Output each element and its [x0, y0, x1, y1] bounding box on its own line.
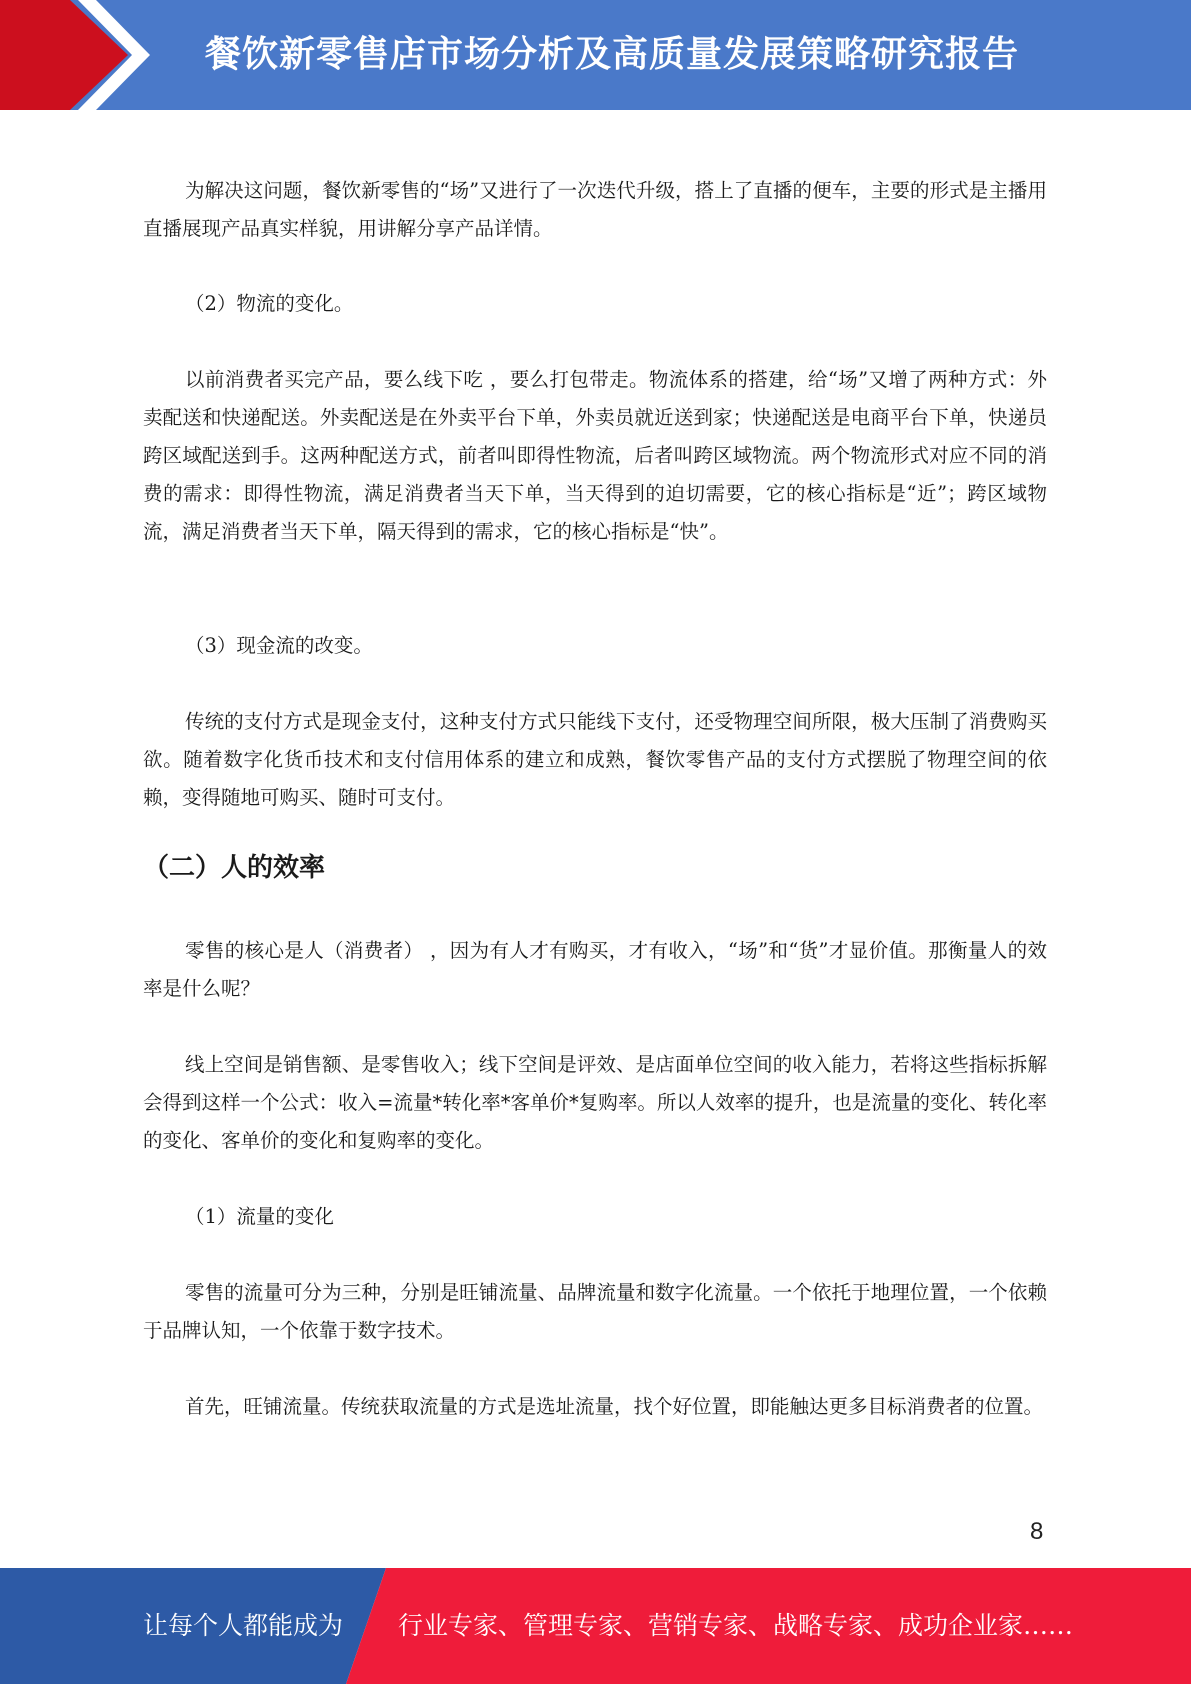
paragraph-payment: 传统的支付方式是现金支付，这种支付方式只能线下支付，还受物理空间所限，极大压制了消费购买欲。随着数字化货币技术和支付信用体系的建立和成熟，餐饮零售产品的支付方式摆脱了物理空间的依赖，变得随地可购买、随时可支付。 [143, 710, 1047, 809]
subheading-cashflow: （3）现金流的改变。 [185, 634, 373, 657]
page-footer [0, 1568, 1191, 1684]
paragraph-logistics: 以前消费者买完产品，要么线下吃 ，要么打包带走。物流体系的搭建，给“场”又增了两种方式：外卖配送和快递配送。外卖配送是在外卖平台下单，外卖员就近送到家；快递配送是电商平台下单，快递员跨区域配送到手。这两种配送方式，前者叫即得性物流，后者叫跨区域物流。两个物流形式对应不同的消费的需求：即得性物流，满足消费者当天下单，当天得到的迫切需要，它的核心指标是“近”；跨区域物流，满足消费者当天下单，隔天得到的需求，它的核心指标是“快”。 [143, 368, 1047, 543]
section-heading-people-efficiency: （二）人的效率 [143, 853, 326, 883]
paragraph-traffic-types: 零售的流量可分为三种，分别是旺铺流量、品牌流量和数字化流量。一个依托于地理位置，一个依赖于品牌认知，一个依靠于数字技术。 [143, 1281, 1047, 1342]
page-header [0, 0, 1191, 110]
report-title: 餐饮新零售店市场分析及高质量发展策略研究报告 [205, 34, 1020, 75]
footer-slogan-left: 让每个人都能成为 [143, 1611, 344, 1640]
paragraph-prime-location: 首先，旺铺流量。传统获取流量的方式是选址流量，找个好位置，即能触达更多目标消费者的位置。 [185, 1395, 1044, 1418]
subheading-logistics: （2）物流的变化。 [185, 292, 354, 315]
page-number: 8 [1030, 1518, 1044, 1545]
paragraph-formula: 线上空间是销售额、是零售收入；线下空间是评效、是店面单位空间的收入能力，若将这些指标拆解会得到这样一个公式：收入=流量*转化率*客单价*复购率。所以人效率的提升，也是流量的变化、转化率的变化、客单价的变化和复购率的变化。 [143, 1053, 1047, 1152]
paragraph-retail-core: 零售的核心是人（消费者） ，因为有人才有购买，才有收入，“场”和“货”才显价值。那衡量人的效率是什么呢？ [143, 939, 1047, 1000]
paragraph-livestream: 为解决这问题，餐饮新零售的“场”又进行了一次迭代升级，搭上了直播的便车，主要的形式是主播用直播展现产品真实样貌，用讲解分享产品详情。 [143, 179, 1047, 240]
subheading-traffic: （1）流量的变化 [185, 1205, 334, 1228]
footer-slogan-right: 行业专家、管理专家、营销专家、战略专家、成功企业家…… [398, 1611, 1074, 1640]
